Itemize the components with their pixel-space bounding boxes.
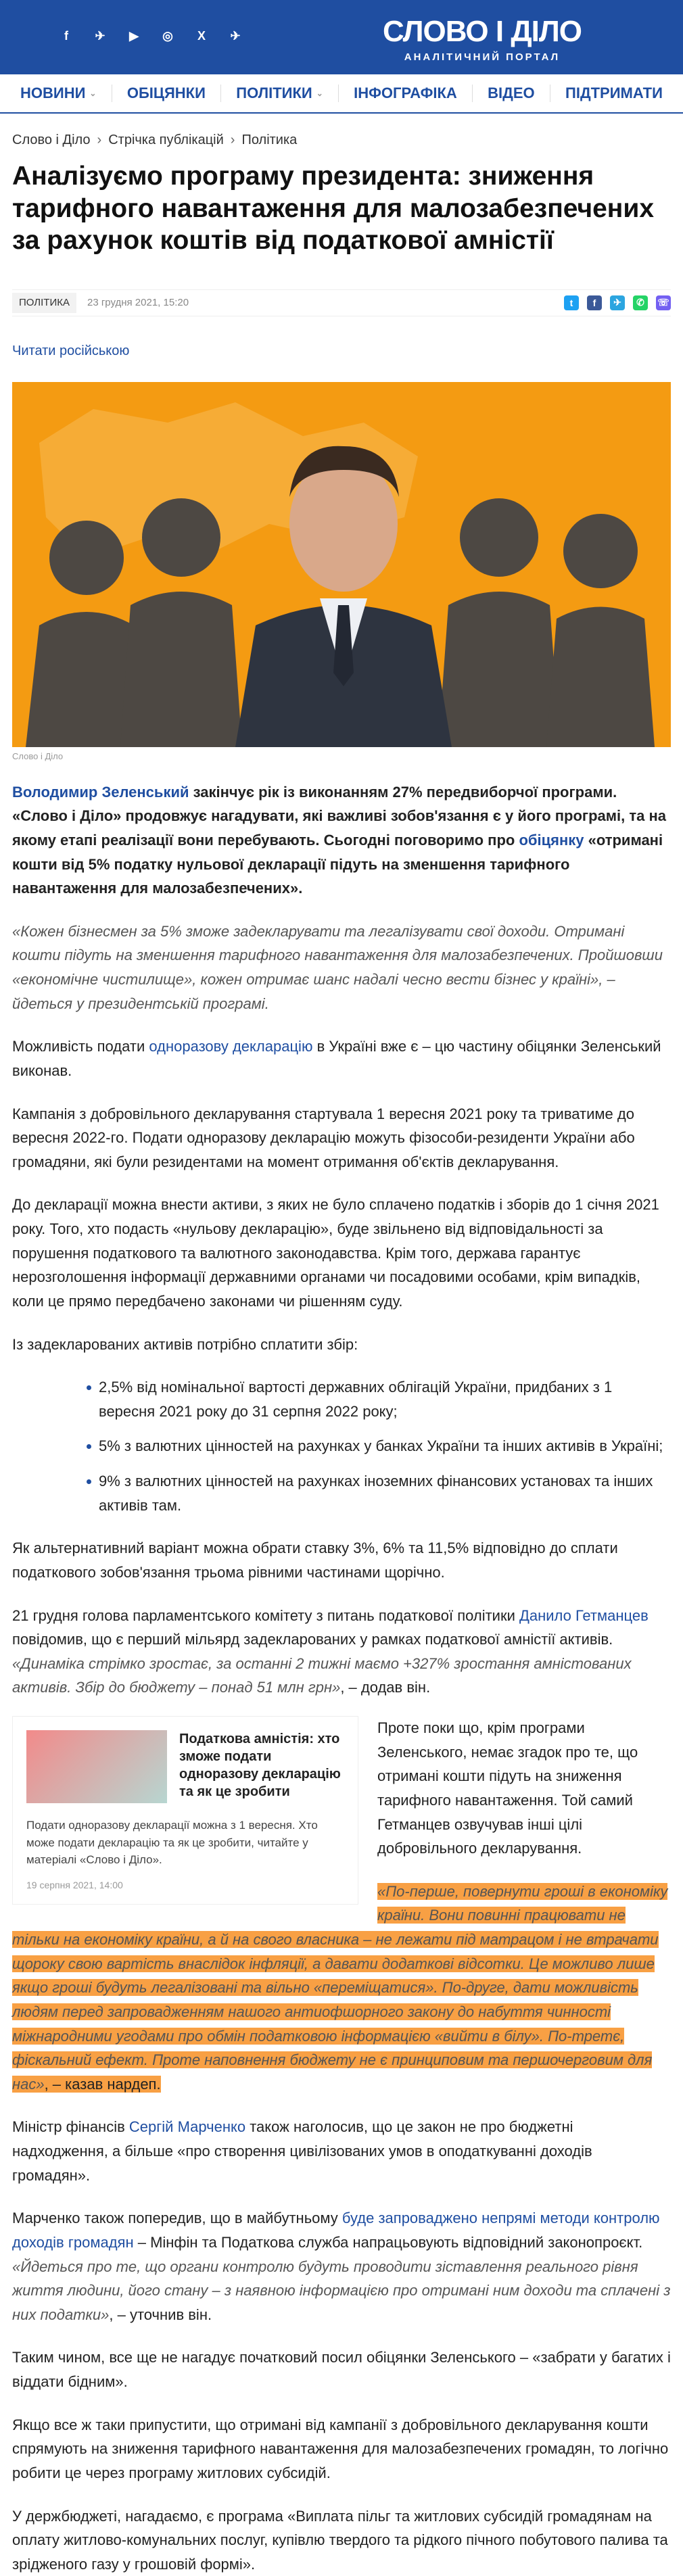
- link-indirect-control[interactable]: буде запроваджено непрямі методи контролю доходів громадян: [12, 2210, 660, 2251]
- chevron-down-icon: ⌄: [89, 89, 97, 98]
- telegram-icon[interactable]: ✈: [95, 28, 105, 43]
- paragraph: До декларації можна внести активи, з яких не було сплачено податків і зборів до 1 січня 2021 року. Того, хто подасть «нульову декларацію», буде звільнено від відповідальності за порушення податкового та валютного законодавства. Крім того, держава гарантує нерозголошення інформації державними органами чи посадовими особами, крім випадків, коли це прямо передбачено законами чи рішенням суду.: [12, 1196, 659, 1310]
- divider: [220, 85, 221, 102]
- paragraph-text: – Мінфін та Податкова служба напрацьовують відповідний законопроєкт.: [133, 2233, 643, 2251]
- viber-share-icon[interactable]: ☏: [656, 295, 671, 310]
- paragraph: [12, 1034, 671, 1082]
- menu-promises[interactable]: [120, 74, 212, 112]
- twitter-share-icon[interactable]: t: [564, 295, 579, 310]
- menu-label: НОВИНИ: [20, 85, 86, 101]
- page-title: Аналізуємо програму президента: зниження тарифного навантаження для малозабезпечених за рахунок коштів від податкової амністії: [12, 162, 655, 256]
- list-item: 2,5% від номінальної вартості державних облігацій України, придбаних з 1 вересня 2021 року до 31 серпня 2022 року;: [87, 1375, 671, 1423]
- list-item: 9% з валютних цінностей на рахунках іноземних фінансових установах та інших активів там.: [87, 1469, 671, 1517]
- breadcrumb-separator-icon: ›: [230, 133, 235, 147]
- menu-label: ОБІЦЯНКИ: [126, 85, 206, 101]
- breadcrumb: [12, 133, 671, 148]
- paragraph: [12, 1604, 671, 1700]
- paragraph: Якщо все ж таки припустити, що отримані від кампанії з добровільного декларування кошти спрямують на зниження тарифного навантаження для малозабезпечених громадян, то логічно робити це через програму житлових субсидій.: [12, 2416, 669, 2481]
- logo-subtitle: АНАЛІТИЧНИЙ ПОРТАЛ: [404, 51, 561, 63]
- lead-text: закінчує рік із виконанням 27% передвиборчої програми. «Слово і Діло» продовжує нагадувати, які важливі зобов'язання є у його програмі, та на якому етапі реалізації вони перебувають. Сьогодні поговоримо про: [12, 783, 667, 849]
- quote-text: «Кожен бізнесмен за 5% зможе задекларувати та легалізувати свої доходи. Отримані кошти підуть на зменшення тарифного навантаження для малозабезпечених. Пройшовши «економічне чистилище», кожен отримає шанс надалі чесно вести бізнес у країні»: [12, 922, 663, 988]
- divider: [472, 85, 473, 102]
- paragraph: [12, 2206, 671, 2327]
- paragraph: [12, 1880, 671, 2097]
- breadcrumb-politics[interactable]: Політика: [241, 133, 298, 147]
- related-article-image: [26, 1730, 167, 1803]
- read-in-russian-link[interactable]: Читати російською: [12, 343, 130, 358]
- highlighted-quote: «По-перше, повернути гроші в економіку країни. Вони повинні працювати не тільки на економіку країни, а й на свого власника – не лежати під матрацом і не втрачати щороку свою вартість внаслідок інфляції, а давати додаткові відсотки. Це можливо лише якщо гроші будуть легалізовані та вільно «переміщатися». По-друге, дати можливість людям перед запровадженням нашого антиофшорного закону до набуття чинності міжнародними угодами про обмін податковою інформацією «вийти в білу». По-третє, фіскальний ефект. Проте наповнення бюджету не є принциповим та першочерговим для нас»: [12, 1882, 668, 2093]
- paragraph: Кампанія з добровільного декларування стартувала 1 вересня 2021 року та триватиме до вересня 2022-го. Подати одноразову декларацію можуть фізособи-резиденти України або громадяни, які були резидентами на момент отримання об'єктів декларування.: [12, 1105, 635, 1170]
- link-marchenko[interactable]: Сергій Марченко: [128, 2118, 246, 2136]
- paragraph-text: 21 грудня голова парламентського комітету з питань податкової політики: [12, 1606, 519, 1624]
- telegram-share-icon[interactable]: ✈: [610, 295, 625, 310]
- link-promise[interactable]: обіцянку: [519, 831, 584, 849]
- highlighted-text: , – казав нардеп.: [44, 2075, 161, 2093]
- menu-support[interactable]: [559, 74, 669, 112]
- facebook-icon[interactable]: f: [64, 28, 68, 43]
- category-tag[interactable]: ПОЛІТИКА: [12, 293, 76, 313]
- menu-infographics[interactable]: [347, 74, 464, 112]
- paragraph-text: повідомив, що є перший мільярд задекларованих у рамках податкової амністії активів.: [12, 1631, 613, 1648]
- publish-date: 23 грудня 2021, 15:20: [87, 297, 189, 309]
- breadcrumb-home[interactable]: Слово і Діло: [12, 133, 91, 147]
- site-header: [0, 0, 683, 74]
- paragraph: Таким чином, все ще не нагадує початковий посил обіцянки Зеленського – «забрати у багатих і віддати бідним».: [12, 2349, 671, 2391]
- paragraph-text: , – додав він.: [340, 1679, 431, 1696]
- divider: [338, 85, 339, 102]
- link-declaration[interactable]: одноразову декларацію: [149, 1038, 313, 1055]
- instagram-icon[interactable]: ◎: [162, 28, 173, 43]
- paragraph-text: , – уточнив він.: [109, 2306, 212, 2323]
- quote-text: «Динаміка стрімко зростає, за останні 2 тижні маємо +327% зростання амністованих активів. Збір до бюджету – понад 51 млн грн»: [12, 1654, 632, 1696]
- related-article-title[interactable]: Податкова амністія: хто зможе подати одноразову декларацію та як це зробити: [179, 1732, 341, 1800]
- link-hetmantsev[interactable]: Данило Гетманцев: [519, 1606, 649, 1624]
- social-links: [53, 22, 249, 49]
- paragraph-text: Міністр фінансів: [12, 2118, 129, 2136]
- paragraph: Із задекларованих активів потрібно сплатити збір:: [12, 1335, 358, 1353]
- menu-politicians[interactable]: [229, 74, 329, 112]
- menu-video[interactable]: [481, 74, 541, 112]
- main-menu: [0, 74, 683, 114]
- image-caption: Слово і Діло: [12, 750, 64, 761]
- paragraph: [12, 2115, 671, 2187]
- menu-label: ПОЛІТИКИ: [236, 85, 312, 101]
- paragraph-text: Можливість подати: [12, 1038, 149, 1055]
- paragraph-text: також наголосив, що це закон не про бюджетні надходження, а більше «про створення цивілізованих умов в оподаткуванні доходів громадян».: [12, 2118, 592, 2184]
- related-article-card[interactable]: [12, 1716, 358, 1905]
- related-article-text: Подати одноразову декларації можна з 1 вересня. Хто може подати декларацію та як це зробити, читайте у матеріалі «Слово і Діло».: [26, 1819, 318, 1867]
- breadcrumb-feed[interactable]: Стрічка публікацій: [108, 133, 224, 147]
- facebook-share-icon[interactable]: f: [587, 295, 602, 310]
- related-card-header: [26, 1730, 344, 1803]
- menu-label: ІНФОГРАФІКА: [354, 85, 457, 101]
- related-article-date: 19 серпня 2021, 14:00: [26, 1879, 123, 1890]
- chevron-down-icon: ⌄: [316, 89, 323, 98]
- paragraph: У держбюджеті, нагадаємо, є програма «Виплата пільг та житлових субсидій громадянам на оплату житлово-комунальних послуг, купівлю твердого та рідкого пічного побутового палива та зрідженого газу у грошовій формі».: [12, 2507, 668, 2573]
- article-lead: [12, 780, 671, 901]
- list-item: 5% з валютних цінностей на рахунках у банках України та інших активів в Україні;: [87, 1434, 671, 1458]
- paragraph-text: , – йдеться у президентській програмі.: [12, 971, 615, 1012]
- paragraph-text: в Україні вже є – цю частину обіцянки Зеленський виконав.: [12, 1038, 661, 1079]
- logo-text: СЛОВО І ДІЛО: [382, 15, 582, 48]
- fee-list: [87, 1375, 671, 1517]
- menu-news[interactable]: [14, 74, 103, 112]
- site-logo[interactable]: [383, 15, 582, 63]
- breadcrumb-separator-icon: ›: [97, 133, 102, 147]
- quote-text: «Йдеться про те, що органи контролю будуть проводити зіставлення реального рівня життя людини, його стану – з наявною інформацією про отримані ним доходи та сплачені з них податки»: [12, 2258, 671, 2323]
- paragraph: Проте поки що, крім програми Зеленського, немає згадок про те, що отримані кошти підуть на зниження тарифного навантаження. Той самий Гетманцев озвучував інші цілі добровільного декларування.: [377, 1719, 638, 1857]
- telegram-channel-icon[interactable]: ✈: [230, 28, 241, 43]
- youtube-icon[interactable]: ▶: [129, 28, 139, 43]
- paragraph-text: Марченко також попередив, що в майбутньому: [12, 2210, 342, 2227]
- menu-label: ПІДТРИМАТИ: [565, 85, 663, 101]
- lead-text: «отримані кошти від 5% податку нульової декларації підуть на зменшення тарифного навантаження для малозабезпечених».: [12, 831, 663, 897]
- link-zelensky[interactable]: Володимир Зеленський: [12, 783, 189, 801]
- hero-illustration: [12, 382, 671, 747]
- whatsapp-share-icon[interactable]: ✆: [633, 295, 648, 310]
- x-twitter-icon[interactable]: X: [197, 28, 206, 43]
- paragraph: Як альтернативний варіант можна обрати ставку 3%, 6% та 11,5% відповідно до сплати податкового зобов'язання трьома рівними частинами щорічно.: [12, 1540, 618, 1581]
- article-hero-image: [12, 382, 671, 747]
- share-buttons: [564, 295, 671, 310]
- menu-label: ВІДЕО: [488, 85, 535, 101]
- article-meta: [12, 289, 671, 316]
- paragraph: [12, 920, 671, 1016]
